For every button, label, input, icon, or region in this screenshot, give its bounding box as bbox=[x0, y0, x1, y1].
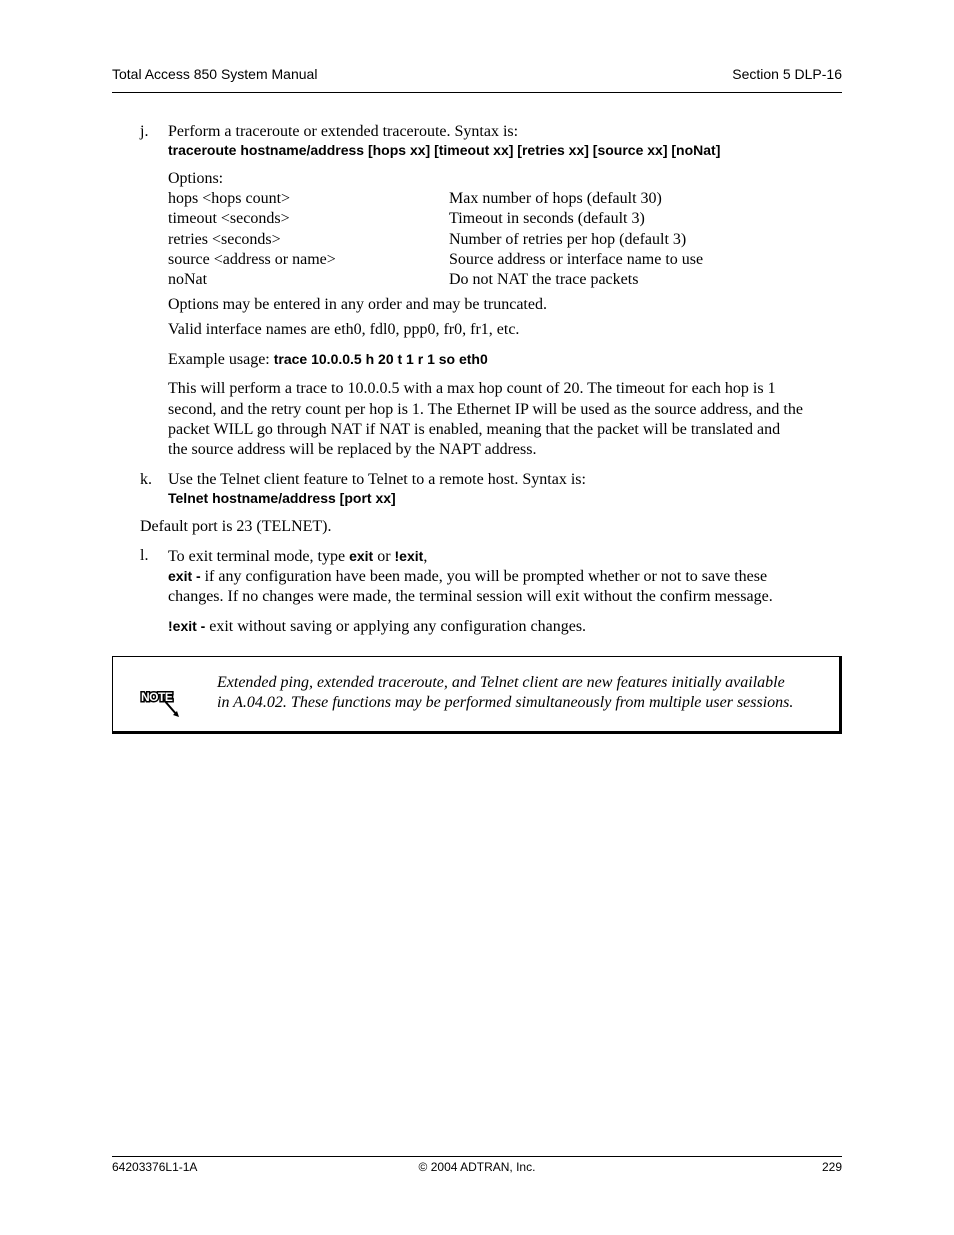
exit-description-line1 bbox=[168, 566, 767, 587]
options-order-note: Options may be entered in any order and may be truncated. bbox=[168, 296, 547, 313]
option-name: noNat bbox=[168, 271, 208, 288]
interface-names-note: Valid interface names are eth0, fdl0, ppp0, fr0, fr1, etc. bbox=[168, 321, 520, 338]
step-j-marker: j. bbox=[140, 123, 149, 140]
footer-copyright: © 2004 ADTRAN, Inc. bbox=[418, 1160, 536, 1174]
step-k-marker: k. bbox=[140, 471, 152, 488]
explanation-line: the source address will be replaced by the NAPT address. bbox=[168, 441, 537, 458]
header-title: Total Access 850 System Manual bbox=[112, 66, 318, 82]
note-line: Extended ping, extended traceroute, and Telnet client are new features initially available bbox=[217, 674, 785, 691]
bang-exit-command: !exit bbox=[394, 548, 424, 564]
note-line: in A.04.02. These functions may be performed simultaneously from multiple user sessions. bbox=[217, 694, 794, 711]
explanation-line: This will perform a trace to 10.0.0.5 with a max hop count of 20. The timeout for each hop is 1 bbox=[168, 380, 776, 397]
option-desc: Do not NAT the trace packets bbox=[449, 271, 639, 288]
example-label: Example usage: bbox=[168, 351, 274, 368]
bang-exit-label: !exit - bbox=[168, 618, 210, 634]
exit-command: exit bbox=[349, 548, 374, 564]
header-rule bbox=[112, 92, 842, 93]
note-text bbox=[217, 673, 793, 713]
options-label: Options: bbox=[168, 170, 224, 187]
note-box bbox=[112, 656, 842, 734]
telnet-syntax: Telnet hostname/address [port xx] bbox=[168, 490, 396, 506]
option-name: timeout <seconds> bbox=[168, 210, 290, 227]
option-desc: Timeout in seconds (default 3) bbox=[449, 210, 645, 227]
example-command: trace 10.0.0.5 h 20 t 1 r 1 so eth0 bbox=[273, 351, 488, 367]
example-usage bbox=[168, 349, 488, 370]
exit-desc: if any configuration have been made, you will be prompted whether or not to save these bbox=[204, 568, 768, 585]
bang-exit-desc: exit without saving or applying any configuration changes. bbox=[209, 618, 587, 635]
option-desc: Source address or interface name to use bbox=[449, 251, 704, 268]
option-desc: Max number of hops (default 30) bbox=[449, 190, 662, 207]
option-name: retries <seconds> bbox=[168, 231, 281, 248]
footer-page-number: 229 bbox=[821, 1160, 842, 1174]
option-name: source <address or name> bbox=[168, 251, 336, 268]
step-j-intro: Perform a traceroute or extended traceroute. Syntax is: bbox=[168, 123, 519, 140]
explanation-line: second, and the retry count per hop is 1. The Ethernet IP will be used as the source address, and the bbox=[168, 401, 803, 418]
default-port-note: Default port is 23 (TELNET). bbox=[140, 518, 332, 535]
traceroute-syntax: traceroute hostname/address [hops xx] [timeout xx] [retries xx] [source xx] [noNat] bbox=[168, 142, 721, 158]
or-text: or bbox=[373, 548, 395, 565]
step-l-marker: l. bbox=[140, 547, 149, 564]
footer-rule bbox=[112, 1156, 842, 1157]
explanation-line: packet WILL go through NAT if NAT is enabled, meaning that the packet will be translated and bbox=[168, 421, 781, 438]
comma-text: , bbox=[423, 548, 428, 565]
step-l-intro-prefix: To exit terminal mode, type bbox=[168, 548, 350, 565]
header-section: Section 5 DLP-16 bbox=[732, 66, 842, 82]
exit-description-line2: changes. If no changes were made, the terminal session will exit without the confirm message. bbox=[168, 588, 773, 605]
step-k-intro: Use the Telnet client feature to Telnet to a remote host. Syntax is: bbox=[168, 471, 586, 488]
svg-text:NOTE: NOTE bbox=[141, 690, 173, 704]
note-icon bbox=[139, 677, 183, 719]
option-desc: Number of retries per hop (default 3) bbox=[449, 231, 687, 248]
step-l-intro bbox=[168, 546, 427, 567]
bang-exit-description bbox=[168, 616, 586, 637]
exit-label: exit - bbox=[168, 568, 205, 584]
option-name: hops <hops count> bbox=[168, 190, 291, 207]
footer-doc-number: 64203376L1-1A bbox=[112, 1160, 198, 1174]
